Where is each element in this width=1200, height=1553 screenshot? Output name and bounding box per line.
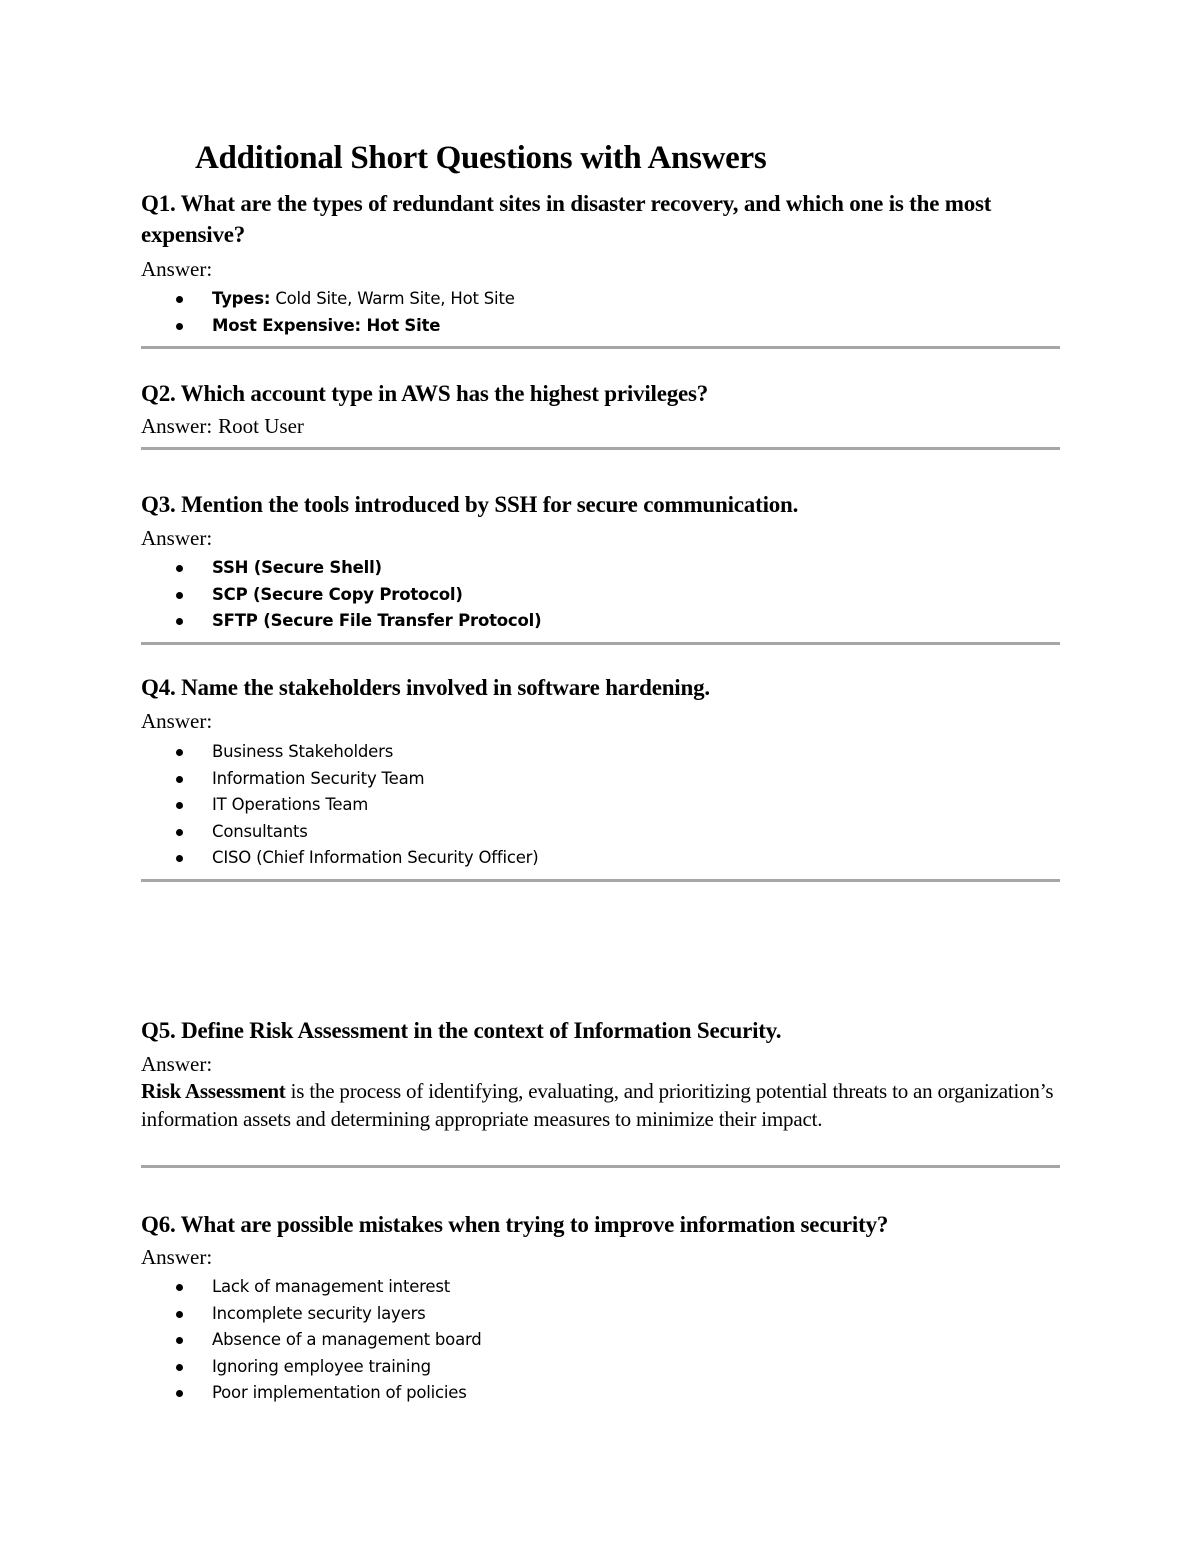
bullet-icon: [176, 296, 183, 303]
answer-label-6: Answer:: [141, 1245, 213, 1269]
list-item: Types: Cold Site, Warm Site, Hot Site: [176, 286, 515, 313]
bullet-icon: [176, 1337, 183, 1344]
definition-term: Risk Assessment: [141, 1079, 286, 1103]
list-item: Incomplete security layers: [176, 1301, 482, 1328]
list-item: Business Stakeholders: [176, 739, 539, 766]
list-item: SSH (Secure Shell): [176, 555, 541, 582]
answer-list-1: [176, 286, 515, 339]
bullet-icon: [176, 592, 183, 599]
bullet-icon: [176, 565, 183, 572]
list-item: Information Security Team: [176, 766, 539, 793]
question-6: Q6. What are possible mistakes when trying to improve information security?: [141, 1212, 889, 1237]
list-item: SFTP (Secure File Transfer Protocol): [176, 608, 541, 635]
question-2: Q2. Which account type in AWS has the highest privileges?: [141, 381, 709, 406]
list-item: Ignoring employee training: [176, 1354, 482, 1381]
bullet-icon: [176, 323, 183, 330]
answer-list-6: [176, 1274, 482, 1407]
bullet-icon: [176, 776, 183, 783]
list-item: Absence of a management board: [176, 1327, 482, 1354]
divider: [141, 1165, 1060, 1168]
answer-label-5: Answer:: [141, 1052, 213, 1076]
divider: [141, 447, 1060, 450]
answer-paragraph-5: [141, 1077, 1066, 1133]
answer-value-2: Root User: [218, 414, 304, 438]
bullet-icon: [176, 749, 183, 756]
answer-line-2: Answer: Root User: [141, 414, 304, 438]
list-item: Most Expensive: Hot Site: [176, 313, 515, 340]
bullet-icon: [176, 829, 183, 836]
answer-label-1: Answer:: [141, 257, 213, 281]
bullet-icon: [176, 1311, 183, 1318]
answer-label-4: Answer:: [141, 709, 213, 733]
answer-list-3: [176, 555, 541, 635]
bullet-icon: [176, 1284, 183, 1291]
list-item: CISO (Chief Information Security Officer): [176, 845, 539, 872]
answer-label-3: Answer:: [141, 526, 213, 550]
question-1: Q1. What are the types of redundant sites in disaster recovery, and which one is the most expensive?: [141, 191, 992, 247]
bullet-icon: [176, 855, 183, 862]
list-item: Lack of management interest: [176, 1274, 482, 1301]
question-5: Q5. Define Risk Assessment in the context of Information Security.: [141, 1018, 782, 1043]
bullet-icon: [176, 1364, 183, 1371]
page-title: Additional Short Questions with Answers: [195, 140, 767, 176]
divider: [141, 879, 1060, 882]
list-item: IT Operations Team: [176, 792, 539, 819]
bullet-icon: [176, 618, 183, 625]
question-3: Q3. Mention the tools introduced by SSH for secure communication.: [141, 492, 799, 517]
bullet-icon: [176, 1390, 183, 1397]
list-item: SCP (Secure Copy Protocol): [176, 582, 541, 609]
divider: [141, 346, 1060, 349]
answer-list-4: [176, 739, 539, 872]
divider: [141, 642, 1060, 645]
bullet-icon: [176, 802, 183, 809]
list-item: Consultants: [176, 819, 539, 846]
question-4: Q4. Name the stakeholders involved in software hardening.: [141, 675, 710, 700]
definition-text: is the process of identifying, evaluating, and prioritizing potential threats to an organization’s information assets and determining appropriate measures to minimize their impact.: [141, 1079, 1054, 1131]
list-item: Poor implementation of policies: [176, 1380, 482, 1407]
